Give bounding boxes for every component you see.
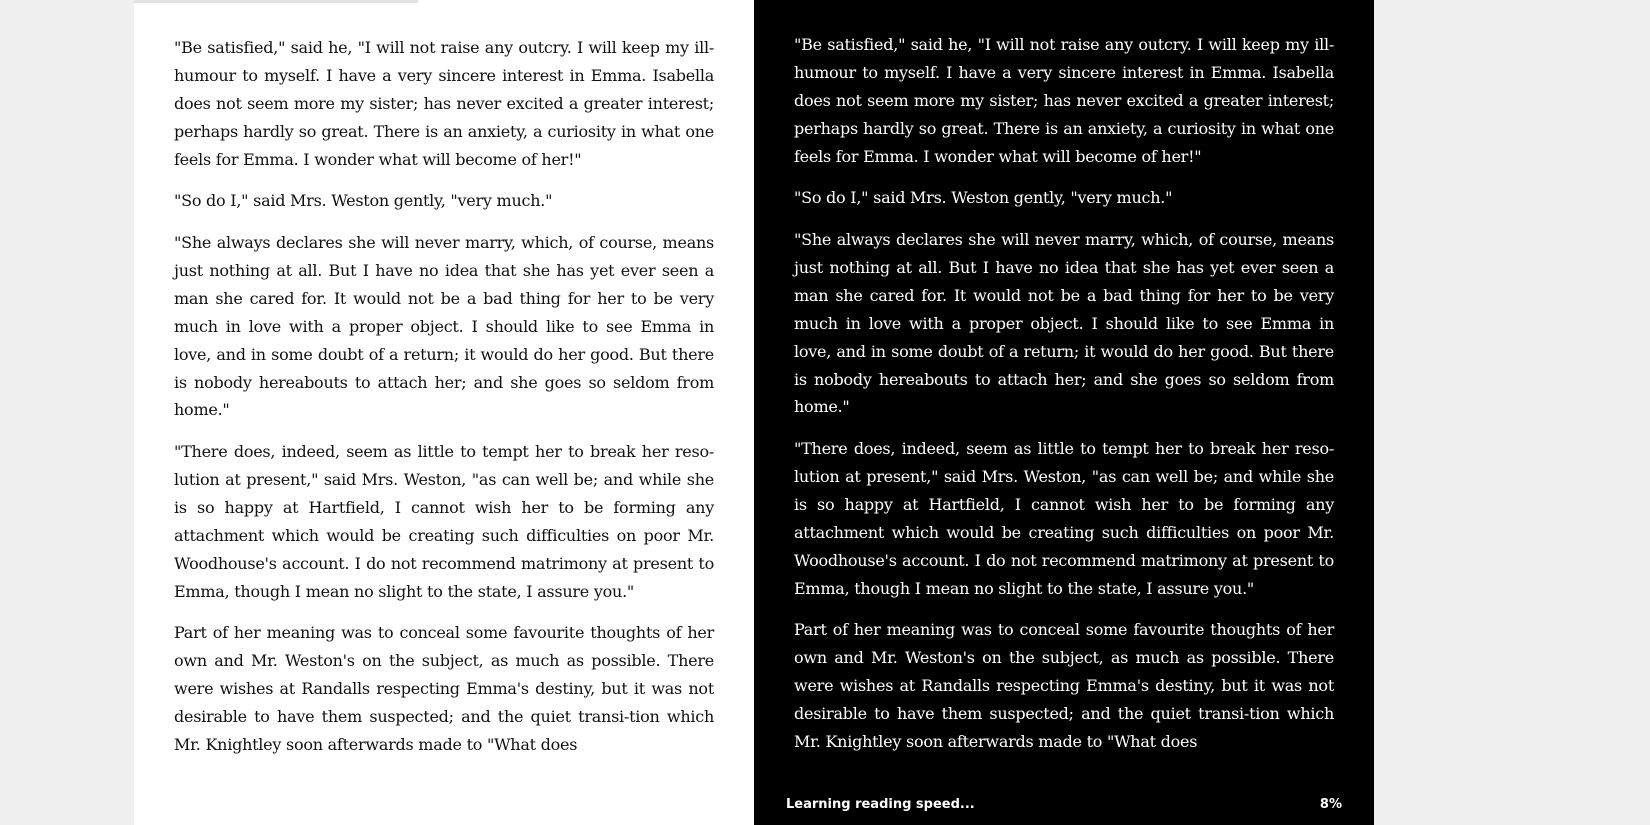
paragraph-3: "She always declares she will never marry, which, of course, means just nothing at all. But I have no idea that she has yet ever seen a man she cared for. It would not be a bad thing for her to be very much in love with a proper object. I should like to see Emma in love, and in some doubt of a return; it would do her good. But there is nobody hereabouts to attach her; and she goes so seldom from home." [174,233,714,420]
reading-progress-strip [134,0,418,3]
paragraph-2: "So do I," said Mrs. Weston gently, "very much." [174,191,553,211]
dark-page-text [794,31,1334,770]
reading-speed-status[interactable]: Learning reading speed... [786,797,975,812]
paragraph-1: "Be satisfied," said he, "I will not raise any outcry. I will keep my ill-humour to myself. I have a very sincere interest in Emma. Isabella does not seem more my sister; has never excited a greater interest; perhaps hardly so great. There is an anxiety, a curiosity in what one feels for Emma. I wonder what will become of her!" [174,38,714,169]
paragraph-4: "There does, indeed, seem as little to tempt her to break her reso-lution at present," said Mrs. Weston, "as can well be; and while she is so happy at Hartfield, I cannot wish her to be forming any attachment which would be creating such difficulties on poor Mr. Woodhouse's account. I do not recommend matrimony at present to Emma, though I mean no slight to the state, I assure you." [794,439,1334,598]
book-progress-percent[interactable]: 8% [1319,797,1342,812]
light-page-text [174,34,714,773]
paragraph-1: "Be satisfied," said he, "I will not raise any outcry. I will keep my ill-humour to myself. I have a very sincere interest in Emma. Isabella does not seem more my sister; has never excited a greater interest; perhaps hardly so great. There is an anxiety, a curiosity in what one feels for Emma. I wonder what will become of her!" [794,35,1334,166]
paragraph-3: "She always declares she will never marry, which, of course, means just nothing at all. But I have no idea that she has yet ever seen a man she cared for. It would not be a bad thing for her to be very much in love with a proper object. I should like to see Emma in love, and in some doubt of a return; it would do her good. But there is nobody hereabouts to attach her; and she goes so seldom from home." [794,230,1334,417]
paragraph-2: "So do I," said Mrs. Weston gently, "very much." [794,188,1173,208]
light-theme-page[interactable] [134,0,754,825]
reading-status-bar [786,797,1342,817]
dark-theme-page[interactable] [754,0,1374,825]
paragraph-5: Part of her meaning was to conceal some favourite thoughts of her own and Mr. Weston's on the subject, as much as possible. There were wishes at Randalls respecting Emma's destiny, but it was not desirable to have them suspected; and the quiet transi-tion which Mr. Knightley soon afterwards made to "What does [794,620,1334,752]
paragraph-5: Part of her meaning was to conceal some favourite thoughts of her own and Mr. Weston's on the subject, as much as possible. There were wishes at Randalls respecting Emma's destiny, but it was not desirable to have them suspected; and the quiet transi-tion which Mr. Knightley soon afterwards made to "What does [174,623,714,755]
paragraph-4: "There does, indeed, seem as little to tempt her to break her reso-lution at present," said Mrs. Weston, "as can well be; and while she is so happy at Hartfield, I cannot wish her to be forming any attachment which would be creating such difficulties on poor Mr. Woodhouse's account. I do not recommend matrimony at present to Emma, though I mean no slight to the state, I assure you." [174,442,714,601]
